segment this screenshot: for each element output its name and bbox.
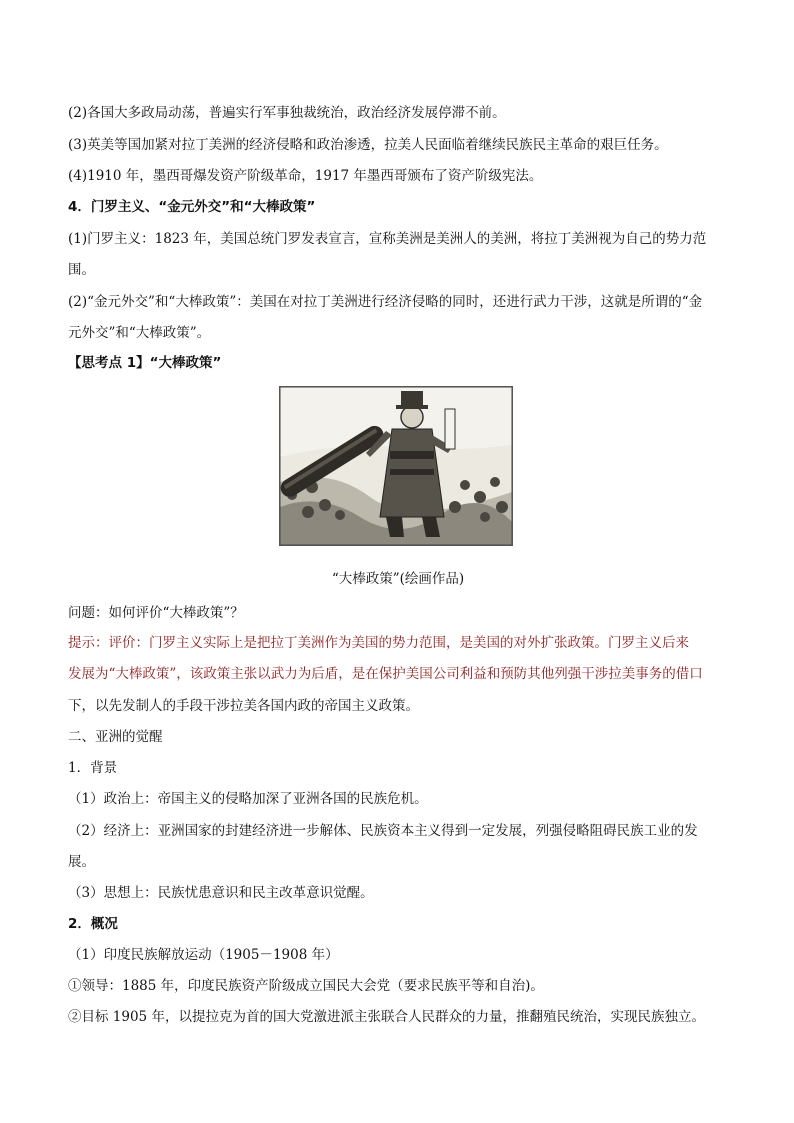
question: 问题：如何评价“大棒政策”？ — [68, 605, 244, 621]
paragraph: ①领导：1885 年，印度民族资产阶级成立国民大会党（要求民族平等和自治)。 — [68, 978, 544, 994]
paragraph: 元外交”和“大棒政策”。 — [68, 325, 211, 341]
paragraph: (3)英美等国加紧对拉丁美洲的经济侵略和政治渗透，拉美人民面临着继续民族民主革命的艰巨任务。 — [68, 137, 668, 153]
paragraph: （3）思想上：民族忧患意识和民主改革意识觉醒。 — [68, 885, 374, 901]
paragraph: (2)各国大多政局动荡，普遍实行军事独裁统治，政治经济发展停滞不前。 — [68, 105, 506, 121]
hint: 发展为“大棒政策”，该政策主张以武力为后盾，是在保护美国公司利益和预防其他列强干涉拉美事务的借口 — [68, 666, 703, 682]
chapter-heading: 二、亚洲的觉醒 — [68, 729, 163, 745]
big-stick-cartoon-image — [279, 386, 513, 546]
section-heading: 4．门罗主义、“金元外交”和“大棒政策” — [68, 199, 316, 215]
paragraph: （1）印度民族解放运动（1905－1908 年） — [68, 947, 339, 963]
paragraph: （2）经济上：亚洲国家的封建经济进一步解体、民族资本主义得到一定发展，列强侵略阻碍民族工业的发 — [68, 823, 698, 839]
thinking-point-label: 【思考点 1】“大棒政策” — [68, 355, 222, 371]
image-caption: “大棒政策”(绘画作品) — [331, 571, 465, 587]
paragraph: （1）政治上：帝国主义的侵略加深了亚洲各国的民族危机。 — [68, 791, 428, 807]
paragraph: (4)1910 年，墨西哥爆发资产阶级革命，1917 年墨西哥颁布了资产阶级宪法。 — [68, 168, 543, 184]
hint: 下，以先发制人的手段干涉拉美各国内政的帝国主义政策。 — [68, 698, 419, 714]
paragraph: 展。 — [68, 854, 95, 870]
paragraph: ②目标 1905 年，以提拉克为首的国大党激进派主张联合人民群众的力量，推翻殖民统治，实现民族独立。 — [68, 1009, 705, 1025]
hint: 提示：评价：门罗主义实际上是把拉丁美洲作为美国的势力范围，是美国的对外扩张政策。门罗主义后来 — [68, 635, 689, 651]
subsection-heading: 2．概况 — [68, 916, 118, 932]
paragraph: (2)“金元外交”和“大棒政策”：美国在对拉丁美洲进行经济侵略的同时，还进行武力干涉，这就是所谓的“金 — [68, 294, 703, 310]
paragraph: (1)门罗主义：1823 年，美国总统门罗发表宣言，宣称美洲是美洲人的美洲，将拉丁美洲视为自己的势力范 — [68, 231, 707, 247]
subsection-heading: 1．背景 — [68, 760, 118, 776]
paragraph: 围。 — [68, 262, 95, 278]
